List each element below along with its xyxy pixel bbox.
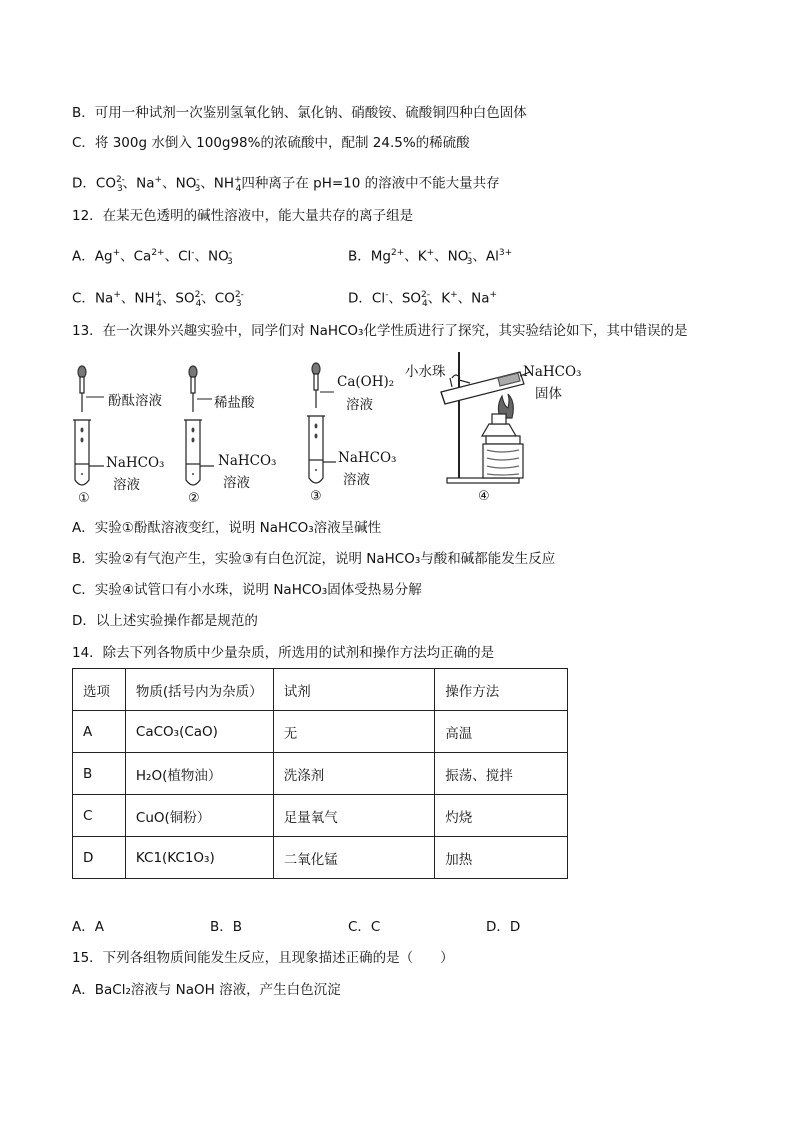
table-cell: B <box>73 753 126 795</box>
label-tube2-solution: NaHCO₃ <box>218 453 277 469</box>
q13-option-a: A．实验①酚酞溶液变红，说明 NaHCO₃溶液呈碱性 <box>72 520 382 536</box>
label-tube1-solution-b: 溶液 <box>113 477 140 493</box>
table-header-cell: 物质(括号内为杂质） <box>125 669 273 711</box>
q12-option-a: A．Ag+、$Ca^{2+}$、Cl-、$NO^-_3$ <box>72 248 233 268</box>
dropper-2 <box>189 366 197 412</box>
q12-option-c: C．Na+、$NH^+_4$、$SO^{2-}_4$、$CO^{2-}_3$ <box>72 290 244 310</box>
table-cell: 高温 <box>435 711 568 753</box>
figure-number-1: ① <box>78 491 90 506</box>
figure-number-4: ④ <box>478 489 490 504</box>
test-tube-3 <box>307 416 336 483</box>
q13-option-c: C．实验④试管口有小水珠，说明 NaHCO₃固体受热易分解 <box>72 582 422 598</box>
q14-option-b: B．B <box>210 919 243 935</box>
q13-stem: 13．在一次课外兴趣实验中，同学们对 NaHCO₃化学性质进行了探究，其实验结论如下，其中错误的是 <box>72 323 688 339</box>
table-cell: 二氧化锰 <box>273 837 435 879</box>
table-cell: H₂O(植物油） <box>125 753 273 795</box>
table-header-cell: 试剂 <box>273 669 435 711</box>
table-header-cell: 选项 <box>73 669 126 711</box>
table-cell: A <box>73 711 126 753</box>
q12-stem: 12．在某无色透明的碱性溶液中，能大量共存的离子组是 <box>72 208 414 224</box>
q13-option-b: B．实验②有气泡产生，实验③有白色沉淀，说明 NaHCO₃与酸和碱都能发生反应 <box>72 551 556 567</box>
table-row <box>73 837 568 879</box>
experiment-figure <box>0 0 794 520</box>
q11-option-b: B．可用一种试剂一次鉴别氢氧化钠、氯化钠、硝酸铵、硫酸铜四种白色固体 <box>72 105 527 121</box>
table-cell: 洗涤剂 <box>273 753 435 795</box>
label-calcium-hydroxide: Ca(OH)₂ <box>337 374 395 390</box>
table-cell: 加热 <box>435 837 568 879</box>
figure-number-3: ③ <box>310 489 322 504</box>
table-cell: CuO(铜粉） <box>125 795 273 837</box>
q15-stem: 15．下列各组物质间能发生反应，且现象描述正确的是（ ） <box>72 950 454 966</box>
q14-option-c: C．C <box>348 919 381 935</box>
table-cell: 无 <box>273 711 435 753</box>
table-row <box>73 753 568 795</box>
q14-option-a: A．A <box>72 919 104 935</box>
q11-option-c: C．将 300g 水倒入 100g98%的浓硫酸中，配制 24.5%的稀硫酸 <box>72 135 470 151</box>
label-tube2-solution-b: 溶液 <box>223 475 250 491</box>
q11-option-d: D．$CO^{2-}_3$、Na+、$NO^-_3$、$NH^+_4$四种离子在 pH=10 的溶液中不能大量共存 <box>72 175 500 195</box>
table-cell: C <box>73 795 126 837</box>
table-header-row <box>73 669 568 711</box>
heating-apparatus <box>441 352 530 483</box>
table-cell: CaCO₃(CaO) <box>125 711 273 753</box>
impurity-table <box>72 668 568 879</box>
table-row <box>73 711 568 753</box>
table-cell: D <box>73 837 126 879</box>
table-row <box>73 795 568 837</box>
label-tube3-solution-b: 溶液 <box>343 472 370 488</box>
label-phenolphthalein: 酚酞溶液 <box>108 393 162 409</box>
q15-option-a: A．BaCl₂溶液与 NaOH 溶液，产生白色沉淀 <box>72 982 341 998</box>
q14-stem: 14．除去下列各物质中少量杂质，所选用的试剂和操作方法均正确的是 <box>72 645 495 661</box>
figure-number-2: ② <box>188 491 200 506</box>
q12-option-b: B．$Mg^{2+}$、K+、$NO^-_3$、$Al^{3+}$ <box>348 248 513 268</box>
test-tube-2 <box>184 420 214 485</box>
q12-option-d: D．Cl-、$SO^{2-}_4$、K+、Na+ <box>348 290 498 310</box>
label-water-droplets: 小水珠 <box>405 364 446 380</box>
label-tube3-solution: NaHCO₃ <box>338 450 397 466</box>
table-header-cell: 操作方法 <box>435 669 568 711</box>
label-solid-nahco3: NaHCO₃ <box>523 364 582 380</box>
q14-option-d: D．D <box>486 919 521 935</box>
table-cell: 灼烧 <box>435 795 568 837</box>
table-cell: KC1(KC1O₃) <box>125 837 273 879</box>
label-tube1-solution: NaHCO₃ <box>106 455 165 471</box>
table-cell: 足量氧气 <box>273 795 435 837</box>
label-solid: 固体 <box>535 386 562 402</box>
dropper-1 <box>78 366 86 412</box>
table-cell: 振荡、搅拌 <box>435 753 568 795</box>
dropper-3 <box>312 363 320 408</box>
label-calcium-hydroxide-solution: 溶液 <box>346 397 373 413</box>
q13-option-d: D．以上述实验操作都是规范的 <box>72 613 258 629</box>
label-hydrochloric-acid: 稀盐酸 <box>214 395 255 411</box>
test-tube-1 <box>73 420 104 485</box>
